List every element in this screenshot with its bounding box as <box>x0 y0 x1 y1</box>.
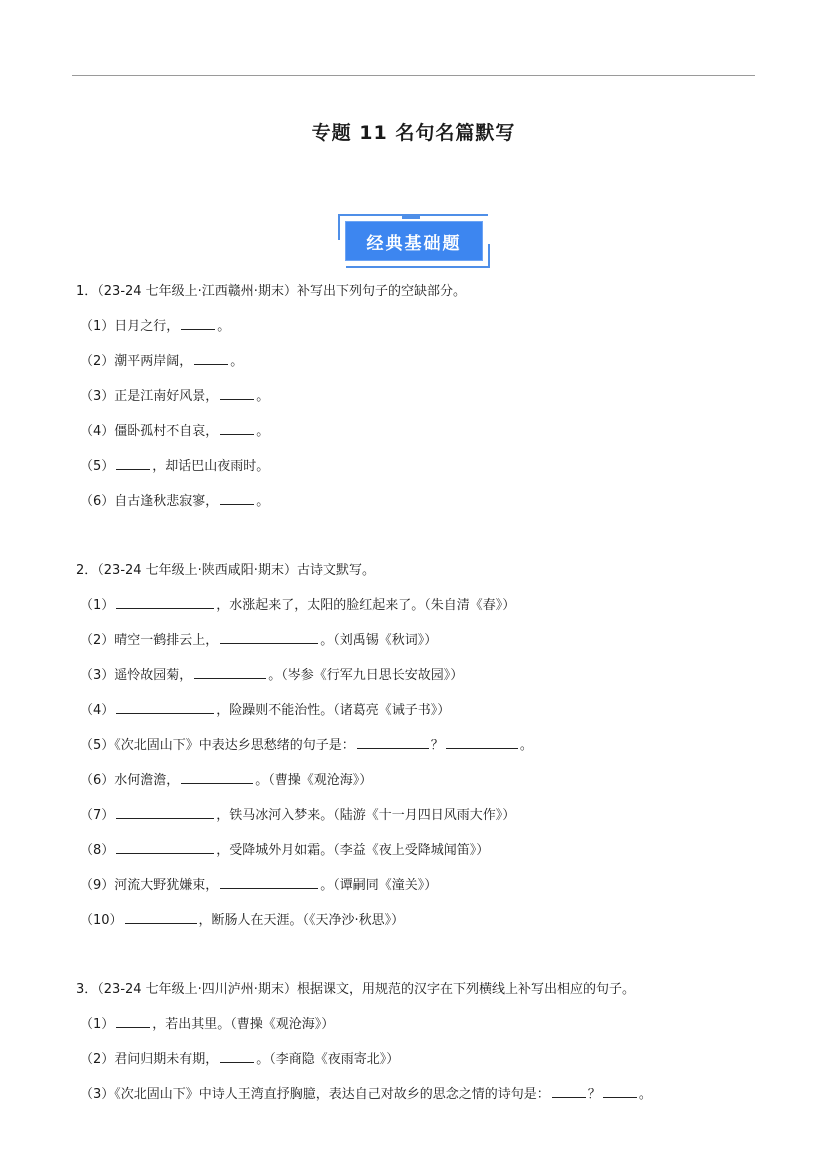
answer-blank[interactable] <box>125 910 197 924</box>
item-number: （4） <box>80 424 115 439</box>
question-1-item-1 <box>76 316 766 336</box>
answer-blank[interactable] <box>220 1049 254 1063</box>
spacer <box>76 526 766 562</box>
answer-blank[interactable] <box>357 735 429 749</box>
question-1-item-2 <box>76 351 766 371</box>
question-2-item-10 <box>76 910 766 930</box>
question-2-item-2 <box>76 630 766 650</box>
item-number: （6） <box>80 773 115 788</box>
item-text: 君问归期未有期， <box>114 1052 219 1067</box>
item-text: ，水涨起来了，太阳的脸红起来了。（朱自清《春》） <box>216 598 516 613</box>
item-text: 。 <box>256 494 270 509</box>
item-number: （5） <box>80 738 115 753</box>
question-1-head: 1．（23-24 七年级上·江西赣州·期末）补写出下列句子的空缺部分。 <box>76 284 466 299</box>
question-2-item-7 <box>76 805 766 825</box>
item-text: 潮平两岸阔， <box>114 354 193 369</box>
item-text: 遥怜故园菊， <box>114 668 193 683</box>
badge-tab <box>402 214 420 219</box>
answer-blank[interactable] <box>220 386 254 400</box>
item-number: （9） <box>80 878 115 893</box>
spacer <box>76 945 766 981</box>
item-text: 。 <box>638 1087 652 1102</box>
item-text: ？ <box>430 738 444 753</box>
item-text: ，却话巴山夜雨时。 <box>152 459 270 474</box>
item-number: （2） <box>80 354 115 369</box>
item-number: （1） <box>80 1017 115 1032</box>
item-number: （7） <box>80 808 115 823</box>
section-badge <box>338 214 490 268</box>
item-text: 僵卧孤村不自哀， <box>114 424 219 439</box>
item-text: 。 <box>256 424 270 439</box>
item-text: 河流大野犹嫌束， <box>114 878 219 893</box>
question-3-item-3 <box>76 1084 766 1104</box>
question-2-item-4 <box>76 700 766 720</box>
question-1-item-5 <box>76 456 766 476</box>
item-text: ，受降城外月如霜。（李益《夜上受降城闻笛》） <box>216 843 490 858</box>
answer-blank[interactable] <box>220 875 318 889</box>
question-2-head: 2．（23-24 七年级上·陕西咸阳·期末）古诗文默写。 <box>76 563 375 578</box>
question-2-item-5 <box>76 735 766 755</box>
question-2-item-1 <box>76 595 766 615</box>
item-text: ，断肠人在天涯。（《天净沙·秋思》） <box>198 913 405 928</box>
answer-blank[interactable] <box>116 1014 150 1028</box>
answer-blank[interactable] <box>220 491 254 505</box>
badge-frame-left <box>338 214 340 240</box>
item-number: （6） <box>80 494 115 509</box>
answer-blank[interactable] <box>194 351 228 365</box>
item-number: （8） <box>80 843 115 858</box>
item-text: ，铁马冰河入梦来。（陆游《十一月四日风雨大作》） <box>216 808 516 823</box>
item-text: ，险躁则不能治性。（诸葛亮《诫子书》） <box>216 703 451 718</box>
question-1-item-3 <box>76 386 766 406</box>
item-text: 自古逢秋悲寂寥， <box>114 494 219 509</box>
answer-blank[interactable] <box>116 805 214 819</box>
answer-blank[interactable] <box>194 665 266 679</box>
answer-blank[interactable] <box>116 456 150 470</box>
question-content <box>76 283 766 1119</box>
item-number: （3） <box>80 668 115 683</box>
badge-frame-right <box>488 244 490 268</box>
question-1-item-4 <box>76 421 766 441</box>
item-number: （1） <box>80 598 115 613</box>
item-text: 。 <box>519 738 533 753</box>
item-text: 《次北固山下》中诗人王湾直抒胸臆，表达自己对故乡的思念之情的诗句是： <box>114 1087 550 1102</box>
question-2-item-9 <box>76 875 766 895</box>
question-3-head: 3．（23-24 七年级上·四川泸州·期末）根据课文，用规范的汉字在下列横线上补写出相应的句子。 <box>76 982 635 997</box>
answer-blank[interactable] <box>446 735 518 749</box>
question-3-item-2 <box>76 1049 766 1069</box>
item-text: 晴空一鹤排云上， <box>114 633 219 648</box>
answer-blank[interactable] <box>220 421 254 435</box>
answer-blank[interactable] <box>116 700 214 714</box>
answer-blank[interactable] <box>220 630 318 644</box>
question-3-item-1 <box>76 1014 766 1034</box>
question-2-item-8 <box>76 840 766 860</box>
item-text: 。 <box>217 319 231 334</box>
header-rule <box>72 75 755 76</box>
item-number: （4） <box>80 703 115 718</box>
item-number: （2） <box>80 633 115 648</box>
item-text: 日月之行， <box>114 319 180 334</box>
item-text: 正是江南好风景， <box>114 389 219 404</box>
item-number: （3） <box>80 1087 115 1102</box>
item-text: 水何澹澹， <box>114 773 180 788</box>
item-number: （2） <box>80 1052 115 1067</box>
item-text: 。 <box>230 354 244 369</box>
answer-blank[interactable] <box>116 840 214 854</box>
badge-label: 经典基础题 <box>345 221 483 261</box>
question-1-item-6 <box>76 491 766 511</box>
answer-blank[interactable] <box>116 595 214 609</box>
question-2-item-3 <box>76 665 766 685</box>
answer-blank[interactable] <box>603 1084 637 1098</box>
item-text: 。（谭嗣同《潼关》） <box>320 878 438 893</box>
item-text: 。（曹操《观沧海》） <box>255 773 373 788</box>
badge-frame-bottom <box>346 266 490 268</box>
item-text: 《次北固山下》中表达乡思愁绪的句子是： <box>114 738 355 753</box>
item-text: 。 <box>256 389 270 404</box>
item-text: 。（李商隐《夜雨寄北》） <box>256 1052 400 1067</box>
item-number: （3） <box>80 389 115 404</box>
item-text: ，若出其里。（曹操《观沧海》） <box>152 1017 335 1032</box>
question-2-item-6 <box>76 770 766 790</box>
item-number: （10） <box>80 913 123 928</box>
answer-blank[interactable] <box>181 770 253 784</box>
answer-blank[interactable] <box>552 1084 586 1098</box>
page-title: 专题 11 名句名篇默写 <box>311 122 516 144</box>
item-number: （5） <box>80 459 115 474</box>
item-text: ？ <box>587 1087 601 1102</box>
item-text: 。（岑参《行军九日思长安故园》） <box>268 668 464 683</box>
item-text: 。（刘禹锡《秋词》） <box>320 633 438 648</box>
answer-blank[interactable] <box>181 316 215 330</box>
item-number: （1） <box>80 319 115 334</box>
